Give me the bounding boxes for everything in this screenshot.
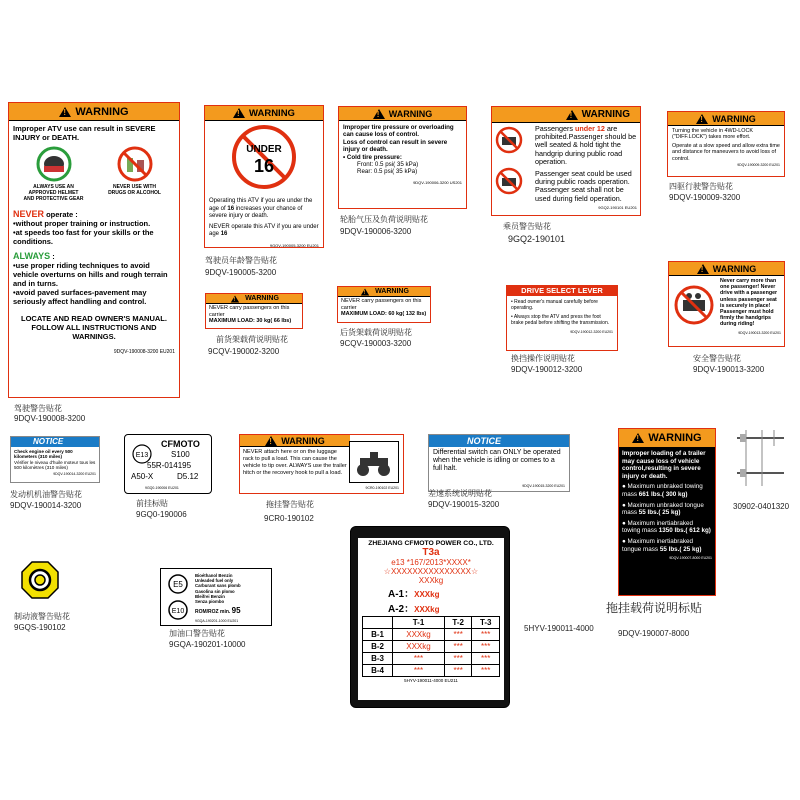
part-code: 9CR0-190102 (264, 514, 314, 523)
never-item-1: •without proper training or instruction. (13, 219, 151, 228)
axle-a2: A-2：XXXkg (388, 604, 440, 615)
caption: 后货架载荷说明贴花 (340, 328, 412, 337)
never-item-2: •at speeds too fast for your skills or the conditions. (13, 228, 154, 246)
intro-text: Improper ATV use can result in SEVERE INJURY or DEATH. (13, 124, 156, 142)
label-trailer-loading (618, 428, 716, 596)
tire-text-3: • Cold tire pressure: (343, 153, 402, 161)
trailer-spec-1: ● Maximum unbraked towing mass 661 lbs.( 300 kg) (622, 483, 703, 498)
trailer-spec-4: ● Maximum inertiabraked tongue mass 55 lbs.( 25 kg) (622, 537, 702, 553)
part-code: 9GQA-190201-10000 (169, 640, 246, 649)
drive-select-item-2: • Always stop the ATV and press the foot brake pedal before shifting the transmission. (511, 314, 610, 326)
label-front-carrier (205, 293, 303, 329)
caption: 发动机机油警告贴花 (10, 490, 82, 499)
part-code: 9DQV-190013-3200 (693, 365, 765, 374)
plate-total-mass: XXXkg (418, 576, 444, 585)
part-code: 9CQV-190002-3200 (208, 347, 280, 356)
warning-triangle-icon (697, 264, 709, 274)
no-extra-passenger-icon (673, 284, 715, 326)
drugs-caption: NEVER USE WITH DRUGS OR ALCOHOL (108, 184, 161, 196)
under-16-icon (231, 124, 297, 190)
warning-triangle-icon (361, 288, 369, 295)
carrier-text: NEVER carry passengers on this carrier (209, 305, 290, 318)
warning-triangle-icon (265, 436, 277, 446)
label-oil-notice (10, 436, 100, 483)
under-text: UNDER (246, 144, 282, 155)
label-passenger-warning (491, 106, 641, 216)
table-row: B-2 XXXkg *** *** (363, 641, 500, 653)
part-code: 9GQ0-190006 (136, 510, 187, 519)
warning-triangle-icon (233, 108, 245, 118)
caption: 乘员警告贴花 (503, 222, 551, 231)
always-heading: ALWAYS (13, 251, 51, 261)
part-code: 9CQV-190003-3200 (340, 339, 412, 348)
plate-vin: ☆XXXXXXXXXXXXXXX☆ (383, 567, 479, 576)
caption: 换挡操作说明贴花 (511, 354, 575, 363)
table-row: B-1 XXXkg *** *** (363, 629, 500, 641)
passenger-kids-icon (495, 126, 523, 154)
label-atv-warning: ! WARNING Improper ATV use can result in SEVERE INJURY or DEATH. ALWAYS USE AN APPROVED HELMET AND PROTECTIVE GEAR NEVER USE WITH DRUGS OR ALCOHOL NEVER operate : •without proper training or instruction. •at speeds too fast for your skills or the conditions. ALWAYS : •use proper riding techniques to avoid vehicle overturns on hills and rough terrain and in turns. •avoid paved surfaces-pavement may seriously affect handling and control. LOCATE AND READ OWNER'S MANUAL. FOLLOW ALL INSTRUCTIONS AND WARNINGS. 9DQV-190008-3200 EU201 (8, 102, 180, 398)
notice-header: NOTICE (429, 435, 569, 447)
rear-pressure: Rear: 0.5 psi( 35 kPa) (357, 168, 418, 176)
plate-approval: e13 *167/2013*XXXX* (391, 558, 471, 567)
passenger-text-2: Passenger seat could be used during public roads operation. Passenger seat shall not be used during field operation. (535, 169, 632, 203)
warning-header: ! WARNING (338, 287, 430, 297)
reflector-strip-drawing (732, 428, 788, 488)
caption: 拖挂载荷说明标贴 (606, 601, 703, 615)
age-text: 16 (253, 156, 275, 176)
carrier-load: MAXIMUM LOAD: 30 kg( 66 lbs) (209, 318, 292, 324)
caption: 前挂标贴 (136, 499, 168, 508)
warning-header: ! WARNING (205, 106, 323, 121)
label-tow-warning (239, 434, 404, 494)
fine-print: 9GQA-190201-1000 EU201 (195, 619, 239, 623)
tire-text-2: Loss of control can result in severe injury or death. (343, 138, 448, 154)
caption: 四驱行驶警告贴花 (669, 182, 733, 191)
fine-print: 9DQV-190006-3200 US201 (413, 179, 462, 185)
table-row: B-4 *** *** *** (363, 665, 500, 677)
brand-name: CFMOTO (161, 439, 200, 449)
label-manufacturer-plate (350, 526, 510, 708)
table-row: T-1 T-2 T-3 (363, 617, 500, 629)
fuel-lines: Bioéthanol Benzin Unleaded fuel only Carburant sans plomb Gasolina sin plomo Bleifrei Benzin Senza piombo (195, 573, 241, 605)
label-4wd-lock (667, 111, 785, 177)
warning-header: ! WARNING (339, 107, 466, 121)
fine-print: 9DQV-190014-3200 EU201 (53, 471, 96, 476)
tire-text-1: Improper tire pressure or overloading can cause loss of control. (343, 124, 454, 139)
tow-text: NEVER attach here or on the luggage rack to pull a load. This can cause the vehicle to tip over. ALWAYS use the trailer hitch or the recovery hook to pull a load. (243, 449, 347, 476)
company-name: ZHEJIANG CFMOTO POWER CO., LTD. (368, 540, 494, 547)
fine-print: 5HYV-190011-4000 EU211 (404, 678, 458, 683)
4wd-text-1: Turning the vehicle in 4WD-LOCK ("DIFF.LOCK") takes more effort. (672, 128, 753, 141)
warning-triangle-icon (59, 107, 71, 117)
fine-print: 9DQV-190009-3200 EU201 (737, 163, 780, 168)
plate-model: T3a (422, 547, 440, 558)
warning-header: ! WARNING (206, 294, 302, 304)
passenger-field-icon (495, 167, 523, 195)
warning-triangle-icon (373, 109, 385, 119)
fuel-grade-icons (165, 572, 191, 624)
part-code: 9DQV-190014-3200 (10, 501, 82, 510)
caption: 前货架载荷说明贴花 (216, 335, 288, 344)
caption: 轮胎气压及负荷说明贴花 (340, 215, 428, 224)
atv-tow-icon (349, 441, 399, 483)
fine-print: 9GQ2-190101 EU201 (598, 204, 637, 210)
fine-print: 9DQV-190015-3200 EU201 (522, 484, 565, 488)
safety-text: Never carry more than one passenger! Never drive with a passenger unless passenger seat is securely in place! Passenger must hold firmly the handgrips during riding! (720, 278, 778, 328)
fine-print: 9GQ0-190006 EU201 (145, 486, 179, 490)
caption: 加油口警告贴花 (169, 629, 225, 638)
svg-text:E13: E13 (135, 452, 149, 459)
fine-print: 9DQV-190008-3200 EU201 (113, 349, 175, 355)
part-code: 9DQV-190015-3200 (428, 500, 500, 509)
label-age-warning (204, 105, 324, 248)
warning-triangle-icon (231, 295, 239, 302)
part-code: 9GQ2-190101 (508, 234, 566, 244)
fine-print: 9DQV-190012-3200 EU201 (570, 330, 613, 334)
label-rear-carrier (337, 286, 431, 323)
part-code: 9DQV-190005-3200 (205, 268, 277, 277)
warning-header: ! WARNING (240, 435, 350, 447)
part-code: 30902-0401320 (733, 502, 790, 511)
label-tire-pressure (338, 106, 467, 209)
mass-table (362, 616, 500, 677)
svg-text:E10: E10 (171, 608, 185, 615)
fine-print: 9CR0-190102 EU201 (365, 486, 399, 490)
axle-a1: A-1：XXXkg (388, 589, 440, 600)
caption: 驾驶警告贴花 (14, 404, 62, 413)
octane-rating: ROM/ROZ min. 95 (195, 606, 241, 615)
spec-a: A50-X (131, 472, 154, 481)
trailer-spec-3: ● Maximum inertiabraked towing mass 1350 lbs.( 612 kg) (622, 519, 711, 535)
age-text-2: NEVER operate this ATV if you are under age 16 (209, 223, 319, 237)
part-code: 5HYV-190011-4000 (524, 624, 594, 633)
warning-header: ! WARNING (668, 112, 784, 126)
caption: 拖挂警告贴花 (266, 500, 314, 509)
helmet-caption: ALWAYS USE AN APPROVED HELMET AND PROTECTIVE GEAR (23, 184, 84, 202)
warning-header: ! WARNING (9, 103, 179, 121)
brake-fluid-icon (20, 560, 60, 600)
trailer-spec-2: ● Maximum unbraked tongue mass 55 lbs.( 25 kg) (622, 501, 704, 517)
drive-select-header: DRIVE SELECT LEVER (507, 286, 617, 296)
drive-select-item-1: • Read owner's manual carefully before operating. (511, 299, 598, 311)
part-code: 9DQV-190009-3200 (669, 193, 741, 202)
part-code: 9DQV-190008-3200 (14, 414, 86, 423)
label-passenger-safety (668, 261, 785, 347)
model-code: S100 (171, 450, 190, 459)
warning-triangle-icon (632, 433, 644, 443)
label-fuel-cap (160, 568, 272, 626)
helmet-icon (36, 146, 72, 182)
label-drive-select (506, 285, 618, 351)
fine-print: 9GQV-190005-3200 EU201 (269, 242, 319, 248)
oil-text-2: Vérifier le niveau d'huile moteur tous les 500 kilomètres (310 miles) (14, 459, 96, 471)
part-code: 9DQV-190006-3200 (340, 227, 412, 236)
svg-text:E5: E5 (173, 580, 183, 589)
diff-text: Differential switch can ONLY be operated when the vehicle is idling or comes to a full halt. (433, 449, 561, 473)
carrier-text: NEVER carry passengers on this carrier (341, 298, 422, 311)
front-pressure: Front: 0.5 psi( 35 kPa) (357, 161, 419, 169)
approval-number: 55R-014195 (147, 461, 192, 470)
manual-footer: LOCATE AND READ OWNER'S MANUAL. FOLLOW ALL INSTRUCTIONS AND WARNINGS. (21, 314, 167, 341)
part-code: 9DQV-190007-8000 (618, 629, 690, 638)
caption: 差速系统说明贴花 (428, 489, 492, 498)
fine-print: 9DQV-190007-8000 EU201 (669, 556, 712, 561)
notice-header: NOTICE (11, 437, 99, 447)
oil-text-1: Check engine oil every 500 kilometers (310 miles) (14, 449, 73, 460)
warning-triangle-icon (696, 114, 708, 124)
warning-header: ! WARNING (619, 429, 715, 448)
4wd-text-2: Operate at a slow speed and allow extra time and distance for maneuvers to avoid loss of control. (672, 142, 780, 162)
part-code: 9GQS-190102 (14, 623, 66, 632)
spec-d: D5.12 (177, 472, 199, 481)
part-code: 9DQV-190012-3200 (511, 365, 583, 374)
carrier-load: MAXIMUM LOAD: 60 kg( 132 lbs) (341, 311, 427, 317)
passenger-text-1: Passengers under 12 are prohibited.Passenger should be well seated & hold tight the handgrip during public road operation. (535, 124, 637, 166)
never-heading: NEVER (13, 209, 45, 219)
no-drugs-icon (117, 146, 153, 182)
caption: 制动液警告贴花 (14, 612, 70, 621)
always-item-1: •use proper riding techniques to avoid vehicle overturns on hills and rough terrain and in turns. (13, 261, 168, 288)
label-diff-notice (428, 434, 570, 492)
table-row: B-3 *** *** *** (363, 653, 500, 665)
caption: 驾驶员年龄警告贴花 (205, 256, 277, 265)
fine-print: 9DQV-190013-3200 EU201 (738, 330, 781, 335)
always-item-2: •avoid paved surfaces-pavement may seriously affect handling and control. (13, 288, 147, 306)
warning-header: ! WARNING (669, 262, 784, 276)
warning-triangle-icon (566, 110, 578, 120)
caption: 安全警告贴花 (693, 354, 741, 363)
warning-header: ! WARNING (492, 107, 640, 123)
label-cfmoto-plate (124, 434, 212, 494)
trailer-text: Improper loading of a trailer may cause loss of vehicle control,resulting in severe injury or death. (622, 450, 706, 480)
age-text-1: Operating this ATV if you are under the age of 16 increases your chance of severe injury or death. (209, 198, 313, 219)
